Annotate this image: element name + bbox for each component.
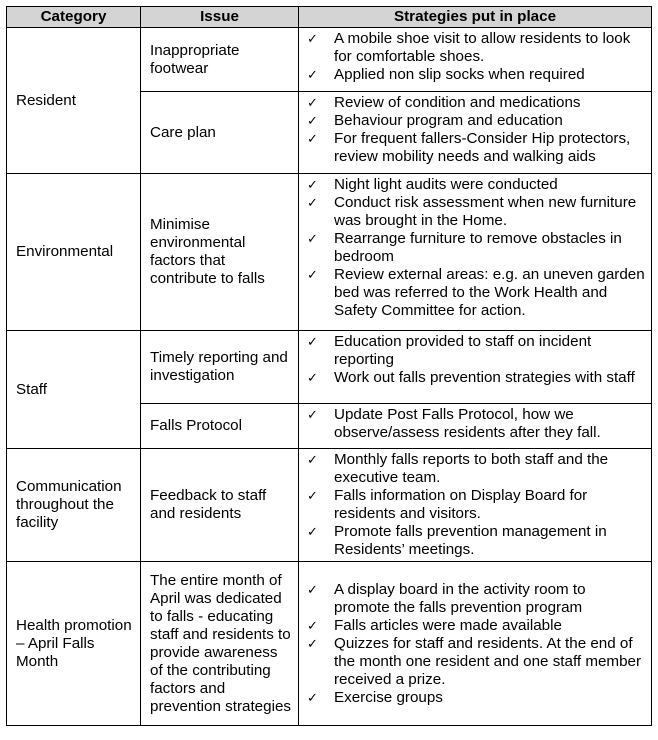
strategies-environmental xyxy=(299,174,652,331)
issue-falls-protocol: Falls Protocol xyxy=(141,404,299,449)
strategy-item: ✓ Night light audits were conducted xyxy=(307,176,558,193)
issue-environmental: Minimise environmental factors that contribute to falls xyxy=(141,174,299,331)
category-staff: Staff xyxy=(7,331,141,449)
check-icon: ✓ xyxy=(307,689,318,705)
strategies-timely-reporting xyxy=(299,331,652,404)
table-row xyxy=(7,562,652,726)
header-strategies: Strategies put in place xyxy=(299,7,652,28)
strategy-list xyxy=(303,94,645,166)
strategy-item: ✓ Review of condition and medications xyxy=(307,94,581,111)
strategy-item: ✓ Promote falls prevention management in Residents’ meetings. xyxy=(307,523,607,558)
strategy-list xyxy=(303,30,645,84)
check-icon: ✓ xyxy=(307,334,318,349)
check-icon: ✓ xyxy=(307,524,318,539)
strategies-health-promotion xyxy=(299,562,652,726)
issue-timely-reporting: Timely reporting and investigation xyxy=(141,331,299,404)
strategy-item: ✓ Review external areas: e.g. an uneven garden bed was referred to the Work Health and Safety Committee for action. xyxy=(307,266,645,319)
strategy-list xyxy=(303,581,645,707)
header-category: Category xyxy=(7,7,141,28)
check-icon: ✓ xyxy=(307,452,318,467)
table-row xyxy=(7,449,652,562)
strategy-item: ✓ Update Post Falls Protocol, how we observe/assess residents after they fall. xyxy=(307,406,601,441)
strategies-falls-protocol xyxy=(299,404,652,449)
check-icon: ✓ xyxy=(307,131,318,146)
category-resident: Resident xyxy=(7,28,141,174)
check-icon: ✓ xyxy=(307,231,318,246)
strategy-item: ✓ For frequent fallers-Consider Hip protectors, review mobility needs and walking aids xyxy=(307,130,631,165)
issue-care-plan: Care plan xyxy=(141,92,299,174)
strategy-item: ✓ Rearrange furniture to remove obstacles in bedroom xyxy=(307,230,622,265)
table-row xyxy=(7,174,652,331)
check-icon: ✓ xyxy=(307,267,318,282)
strategy-item: ✓ A mobile shoe visit to allow residents to look for comfortable shoes. xyxy=(307,30,631,65)
check-icon: ✓ xyxy=(307,67,318,82)
strategy-item: ✓ Education provided to staff on incident reporting xyxy=(307,333,592,368)
strategy-item: ✓ Falls articles were made available xyxy=(307,616,562,634)
strategies-care-plan xyxy=(299,92,652,174)
check-icon: ✓ xyxy=(307,195,318,210)
strategy-item: ✓ A display board in the activity room to promote the falls prevention program xyxy=(307,580,586,616)
falls-prevention-table-wrapper xyxy=(6,6,652,726)
strategy-list xyxy=(303,333,645,387)
issue-feedback: Feedback to staff and residents xyxy=(141,449,299,562)
strategy-item: ✓ Work out falls prevention strategies with staff xyxy=(307,369,635,386)
check-icon: ✓ xyxy=(307,95,318,110)
strategy-item: ✓ Applied non slip socks when required xyxy=(307,66,585,83)
table-row xyxy=(7,28,652,92)
strategies-communication xyxy=(299,449,652,562)
strategy-item: ✓ Exercise groups xyxy=(307,688,443,706)
table-row xyxy=(7,331,652,404)
strategy-item: ✓ Conduct risk assessment when new furniture was brought in the Home. xyxy=(307,194,637,229)
check-icon: ✓ xyxy=(307,617,318,633)
issue-april-falls-month: The entire month of April was dedicated to falls - educating staff and residents to provide awareness of the contributing factors and prevention strategies xyxy=(141,562,299,726)
check-icon: ✓ xyxy=(307,635,318,651)
check-icon: ✓ xyxy=(307,113,318,128)
check-icon: ✓ xyxy=(307,488,318,503)
strategies-footwear xyxy=(299,28,652,92)
check-icon: ✓ xyxy=(307,581,318,597)
category-health-promotion: Health promotion – April Falls Month xyxy=(7,562,141,726)
header-row xyxy=(7,7,652,28)
category-communication: Communication throughout the facility xyxy=(7,449,141,562)
strategy-list xyxy=(303,176,645,320)
strategy-item: ✓ Falls information on Display Board for residents and visitors. xyxy=(307,487,588,522)
category-environmental: Environmental xyxy=(7,174,141,331)
falls-prevention-table xyxy=(6,6,652,726)
strategy-list xyxy=(303,406,645,442)
check-icon: ✓ xyxy=(307,370,318,385)
strategy-item: ✓ Quizzes for staff and residents. At the end of the month one resident and one staff member received a prize. xyxy=(307,634,642,688)
issue-footwear: Inappropriate footwear xyxy=(141,28,299,92)
strategy-item: ✓ Behaviour program and education xyxy=(307,112,563,129)
header-issue: Issue xyxy=(141,7,299,28)
check-icon: ✓ xyxy=(307,407,318,422)
strategy-list xyxy=(303,451,645,559)
check-icon: ✓ xyxy=(307,31,318,46)
strategy-item: ✓ Monthly falls reports to both staff and the executive team. xyxy=(307,451,609,486)
check-icon: ✓ xyxy=(307,177,318,192)
